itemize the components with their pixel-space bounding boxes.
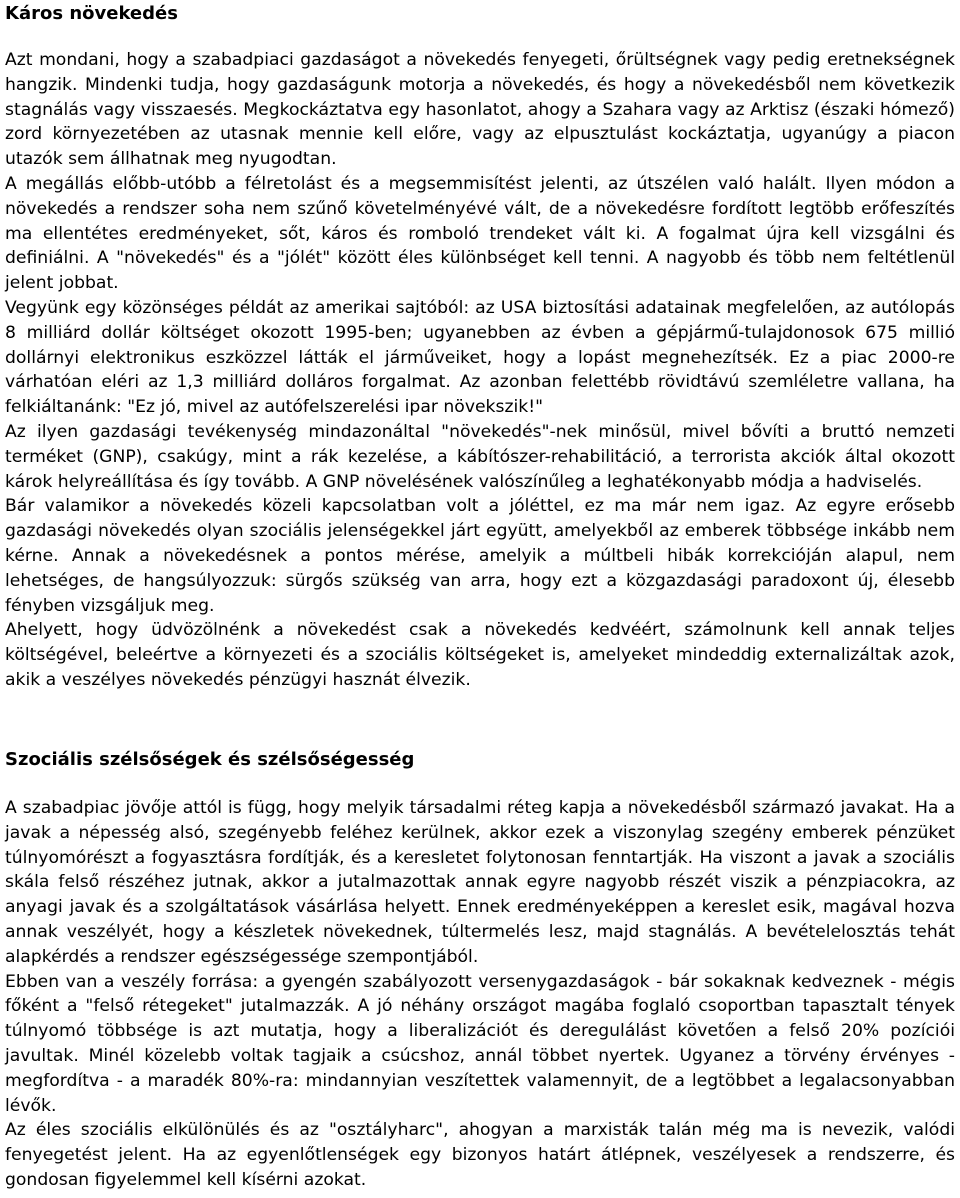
paragraph: Az éles szociális elkülönülés és az "osztályharc", ahogyan a marxisták talán még ma is nevezik, valódi fenyegetést jelent. Ha az egyenlőtlenségek egy bizonyos határt átlépnek, veszélyesek a rendszerre, és gondosan figyelemmel kell kísérni azokat. bbox=[5, 1120, 955, 1190]
section-body-social-extremes bbox=[5, 796, 955, 1193]
paragraph: A szabadpiac jövője attól is függ, hogy melyik társadalmi réteg kapja a növekedésből származó javakat. Ha a javak a népesség alsó, szegényebb feléhez kerülnek, akkor ezek a viszonylag szegény emberek pénzüket túlnyomórészt a fogyasztásra fordítják, és a keresletet folytonosan fenntartják. Ha viszont a javak a szociális skála felső részéhez jutnak, akkor a jutalmazottak annak egyre nagyobb részét viszik a pénzpiacokra, az anyagi javak és a szolgáltatások vásárlása helyett. Ennek eredményeképpen a kereslet esik, magával hozva annak veszélyét, hogy a készletek növekednek, túltermelés lesz, majd stagnálás. A bevételelosztás tehát alapkérdés a rendszer egészségessége szempontjából. bbox=[5, 798, 955, 967]
section-body-harmful-growth bbox=[5, 48, 955, 693]
paragraph: Az ilyen gazdasági tevékenység mindazonáltal "növekedés"-nek minősül, mivel bővíti a bruttó nemzeti terméket (GNP), csakúgy, mint a rák kezelése, a kábítószer-rehabilitáció, a terrorista akciók által okozott károk helyreállítása és így tovább. A GNP növelésének valószínűleg a leghatékonyabb módja a hadviselés. bbox=[5, 421, 955, 492]
section-title-harmful-growth: Káros növekedés bbox=[5, 3, 178, 24]
paragraph: Ebben van a veszély forrása: a gyengén szabályozott versenygazdaságok - bár sokaknak kedveznek - mégis főként a "felső rétegeket" jutalmazzák. A jó néhány országot magába foglaló csoportban tapasztalt tények túlnyomó többsége is azt mutatja, hogy a liberalizációt és deregulálást követően a felső 20% pozíciói javultak. Minél közelebb voltak tagjaik a csúcshoz, annál többet nyertek. Ugyanez a törvény érvényes - megfordítva - a maradék 80%-ra: mindannyian veszítettek valamennyit, de a legtöbbet a legalacsonyabban lévők. bbox=[5, 971, 955, 1116]
paragraph: Bár valamikor a növekedés közeli kapcsolatban volt a jóléttel, ez ma már nem igaz. Az egyre erősebb gazdasági növekedés olyan szociális jelenségekkel járt együtt, amelyekből az emberek többsége inkább nem kérne. Annak a növekedésnek a pontos mérése, amelyik a múltbeli hibák korrekcióján alapul, nem lehetséges, de hangsúlyozzuk: sürgős szükség van arra, hogy ezt a közgazdasági paradoxont új, élesebb fényben vizsgáljuk meg. bbox=[5, 496, 955, 616]
section-title-social-extremes: Szociális szélsőségek és szélsőségesség bbox=[5, 749, 415, 770]
paragraph: Azt mondani, hogy a szabadpiaci gazdaságot a növekedés fenyegeti, őrültségnek vagy pedig eretnekségnek hangzik. Mindenki tudja, hogy gazdaságunk motorja a növekedés, és hogy a növekedésből nem következik stagnálás vagy visszaesés. Megkockáztatva egy hasonlatot, ahogy a Szahara vagy az Arktisz (északi hómező) zord környezetében az utasnak mennie kell előre, vagy az elpusztulást kockáztatja, ugyanúgy a piacon utazók sem állhatnak meg nyugodtan. bbox=[5, 50, 955, 170]
paragraph: Ahelyett, hogy üdvözölnénk a növekedést csak a növekedés kedvéért, számolnunk kell annak teljes költségével, beleértve a környezeti és a szociális költségeket is, amelyeket mindeddig externalizáltak azok, akik a veszélyes növekedés pénzügyi hasznát élvezik. bbox=[5, 620, 955, 690]
paragraph: Vegyünk egy közönséges példát az amerikai sajtóból: az USA biztosítási adatainak megfelelően, az autólopás 8 milliárd dollár költséget okozott 1995-ben; ugyanebben az évben a gépjármű-tulajdonosok 675 millió dollárnyi elektronikus eszközzel látták el járműveiket, hogy a lopást megnehezítsék. Ez a piac 2000-re várhatóan eléri az 1,3 milliárd dolláros forgalmat. Az azonban felettébb rövidtávú szemléletre vallana, ha felkiáltanánk: "Ez jó, mivel az autófelszerelési ipar növekszik!" bbox=[5, 297, 955, 418]
paragraph: A megállás előbb-utóbb a félretolást és a megsemmisítést jelenti, az útszélen való halált. Ilyen módon a növekedés a rendszer soha nem szűnő követelményévé vált, de a növekedésre fordított legtöbb erőfeszítés ma ellentétes eredményeket, sőt, káros és romboló trendeket vált ki. A fogalmat újra kell vizsgálni és definiálni. A "növekedés" és a "jólét" között éles különbséget kell tenni. A nagyobb és több nem feltétlenül jelent jobbat. bbox=[5, 173, 955, 294]
